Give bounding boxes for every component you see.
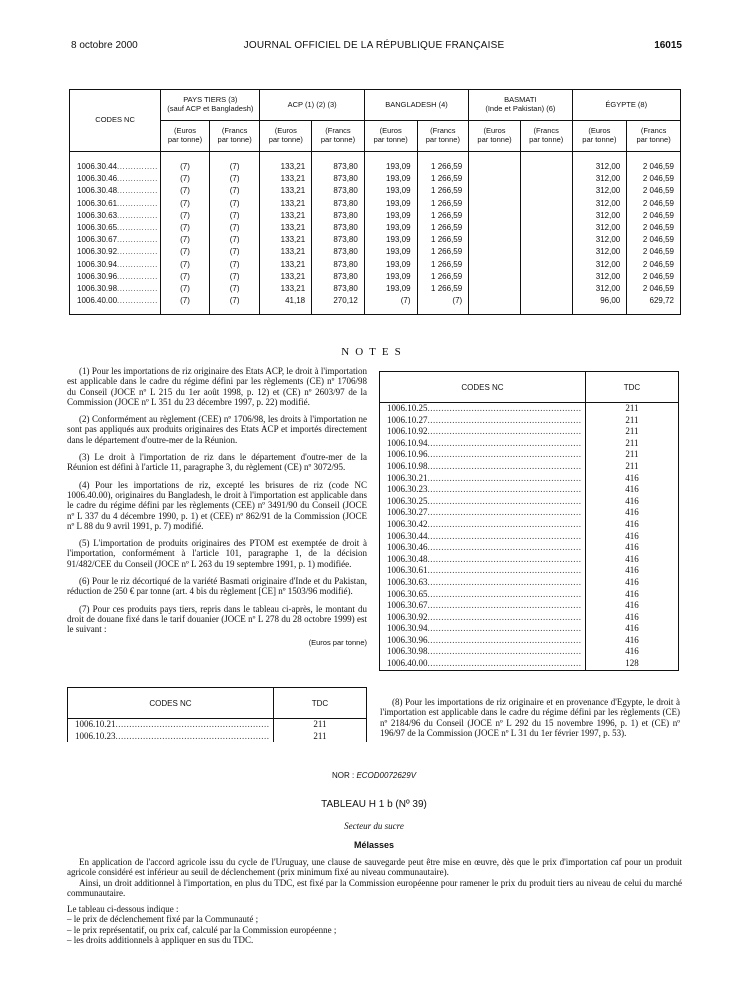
value-cell: [469, 185, 520, 197]
value-cell: 873,80: [333, 174, 358, 184]
tdc-cell: 416: [585, 531, 678, 543]
secteur-heading: Secteur du sucre: [344, 821, 404, 831]
value-cell: [521, 222, 572, 234]
value-cell: 193,09: [386, 259, 411, 269]
code-cell: 1006.30.94...............: [77, 259, 158, 269]
bottom-text: [67, 857, 682, 945]
tdc-header: TDC: [585, 372, 678, 403]
value-cell: 1 266,59: [431, 235, 463, 245]
page-number: 16015: [654, 40, 682, 51]
value-cell: 1 266,59: [431, 222, 463, 232]
note-6: (6) Pour le riz décortiqué de la variété Basmati originaire d'Inde et du Pakistan, réduction de 250 € par tonne (art. 4 bis du règlement [CE] nº 1503/96 modifié).: [67, 576, 367, 597]
tdc-cell: 416: [585, 577, 678, 589]
value-cell: 133,21: [280, 259, 306, 269]
value-cell: (7): [229, 198, 240, 208]
nor-label: NOR :: [331, 771, 355, 780]
value-cell: 193,09: [386, 247, 411, 257]
value-cell: 2 046,59: [642, 210, 674, 220]
value-cell: (7): [180, 283, 190, 293]
note-5: (5) L'importation de produits originaires des PTOM est exemptée de droit à l'importation, conformément à l'article 101, paragraphe 1, de la décision 91/482/CEE du Conseil (JOCE nº L 263 du 19 septembre 1991, p. 1) modifiée.: [67, 538, 367, 569]
value-cell: 133,21: [280, 198, 306, 208]
tdc-table-small: [67, 687, 367, 742]
value-cell: 1 266,59: [431, 162, 463, 171]
note-3: (3) Le droit à l'importation de riz dans le département d'outre-mer de la Réunion est défini à l'article 11, paragraphe 3, du règlement (CE) nº 3072/95.: [67, 452, 367, 473]
value-cell: 193,09: [386, 222, 411, 232]
value-cell: 133,21: [280, 162, 306, 171]
value-cell: 312,00: [595, 186, 621, 196]
group-header-bangladesh: BANGLADESH (4): [364, 90, 468, 121]
table-row: [380, 484, 679, 496]
value-cell: [521, 283, 572, 295]
table-row: [380, 403, 679, 415]
tdc-cell: 416: [585, 600, 678, 612]
code-cell: 1006.10.23........................................................: [68, 731, 274, 743]
value-cell: 312,00: [595, 271, 621, 281]
value-cell: (7): [180, 186, 190, 196]
tdc-cell: 211: [585, 438, 678, 450]
page-header: [0, 40, 748, 56]
value-cell: 133,21: [280, 174, 306, 184]
value-cell: (7): [229, 283, 240, 293]
tdc-cell: 416: [585, 623, 678, 635]
value-cell: 312,00: [595, 222, 621, 232]
code-cell: 1006.30.65...............: [77, 222, 158, 232]
code-cell: 1006.30.44...............: [77, 162, 158, 171]
table-row: [380, 473, 679, 485]
subheader-euros: (Euros par tonne): [469, 121, 521, 152]
tdc-header: TDC: [273, 688, 366, 719]
nor-value: ECOD0072629V: [356, 771, 417, 780]
value-cell: [521, 259, 572, 271]
notes-title: NOTES: [341, 346, 407, 358]
value-cell: (7): [180, 174, 190, 184]
note-1: (1) Pour les importations de riz originaire des Etats ACP, le droit à l'importation est applicable dans le cadre du régime défini par les règlements (CE) nº 1706/98 du Conseil (JOCE nº L 215 du 1er août 1998, p. 12) et (CE) nº 2603/97 de la Commission (JOCE nº L 351 du 23 décembre 1997, p. 22) modifié.: [67, 366, 367, 407]
subheader-francs: (Francs par tonne): [417, 121, 469, 152]
code-cell: 1006.30.98...............: [77, 283, 158, 293]
value-cell: 873,80: [333, 235, 358, 245]
code-cell: 1006.30.44........................................................: [380, 531, 586, 543]
value-cell: 312,00: [595, 259, 621, 269]
table-row: [380, 449, 679, 461]
code-cell: 1006.30.61........................................................: [380, 565, 586, 577]
value-cell: 629,72: [649, 296, 674, 306]
code-cell: 1006.10.92........................................................: [380, 426, 586, 438]
tdc-cell: 416: [585, 519, 678, 531]
value-cell: 193,09: [386, 198, 411, 208]
code-cell: 1006.30.63........................................................: [380, 577, 586, 589]
value-cell: 133,21: [280, 186, 306, 196]
melasses-heading: Mélasses: [353, 840, 395, 850]
code-cell: 1006.30.92...............: [77, 247, 158, 257]
tdc-cell: 416: [585, 507, 678, 519]
value-cell: 312,00: [595, 247, 621, 257]
subheader-euros: (Euros par tonne): [260, 121, 312, 152]
table-row: [380, 554, 679, 566]
value-cell: [521, 295, 572, 307]
value-cell: [469, 222, 520, 234]
code-cell: 1006.30.21........................................................: [380, 473, 586, 485]
tdc-cell: 128: [585, 658, 678, 670]
tableau-title: TABLEAU H 1 b (Nº 39): [321, 799, 427, 810]
value-cell: (7): [180, 296, 190, 306]
indicator-list: [67, 904, 682, 945]
tdc-cell: 416: [585, 646, 678, 658]
value-cell: (7): [400, 296, 411, 306]
value-cell: 193,09: [386, 162, 411, 171]
value-cell: 193,09: [386, 174, 411, 184]
value-cell: 1 266,59: [431, 259, 463, 269]
subheader-euros: (Euros par tonne): [572, 121, 627, 152]
group-header-acp: ACP (1) (2) (3): [260, 90, 364, 121]
value-cell: 2 046,59: [642, 198, 674, 208]
code-cell: 1006.30.96........................................................: [380, 635, 586, 647]
value-column: [161, 152, 210, 315]
codes-nc-header: CODES NC: [70, 90, 161, 152]
value-cell: 193,09: [386, 235, 411, 245]
table-row: [380, 496, 679, 508]
value-cell: 873,80: [333, 247, 358, 257]
value-column: [627, 152, 681, 315]
notes-left-column: [67, 366, 367, 648]
tdc-cell: 416: [585, 612, 678, 624]
tdc-cell: 416: [585, 484, 678, 496]
value-cell: [521, 161, 572, 173]
value-column: [469, 152, 521, 315]
code-cell: 1006.30.25........................................................: [380, 496, 586, 508]
group-header-basmati: BASMATI (Inde et Pakistan) (6): [469, 90, 572, 121]
value-cell: 873,80: [333, 210, 358, 220]
value-cell: (7): [180, 259, 190, 269]
table-row: [380, 658, 679, 670]
header-date: 8 octobre 2000: [71, 40, 138, 51]
value-cell: [469, 210, 520, 222]
code-cell: 1006.40.00...............: [77, 296, 158, 306]
value-cell: 96,00: [600, 296, 621, 306]
table-row: [380, 531, 679, 543]
value-cell: (7): [180, 162, 190, 171]
code-cell: 1006.10.94........................................................: [380, 438, 586, 450]
nor-reference: [0, 771, 748, 780]
note-8: (8) Pour les importations de riz originaire et en provenance d'Egypte, le droit à l'importation est applicable dans le cadre du régime défini par les règlements (CE) nº 2184/96 du Conseil (JOCE nº L 292 du 15 novembre 1996, p. 1) et (CE) nº 196/97 de la Commission (JOCE nº L 31 du 1er février 1997, p. 53).: [380, 697, 680, 738]
value-cell: 873,80: [333, 259, 358, 269]
table-row: [380, 577, 679, 589]
tdc-cell: 416: [585, 589, 678, 601]
code-cell: 1006.30.63...............: [77, 210, 158, 220]
subheader-francs: (Francs par tonne): [520, 121, 572, 152]
group-header-egypte: ÉGYPTE (8): [572, 90, 680, 121]
table-row: [380, 600, 679, 612]
value-cell: (7): [180, 271, 190, 281]
paragraph: En application de l'accord agricole issu du cycle de l'Uruguay, une clause de sauvegarde peut être mise en œuvre, dès que le prix d'importation caf pour un produit agricole considéré est inférieur au seuil de déclenchement (prix minimum fixé au niveau communautaire).: [67, 857, 682, 878]
value-cell: [469, 295, 520, 307]
value-cell: 1 266,59: [431, 186, 463, 196]
table-row: [380, 589, 679, 601]
note-7: (7) Pour ces produits pays tiers, repris dans le tableau ci-après, le montant du droit de douane fixé dans le tarif douanier (JOCE nº L 278 du 28 octobre 1999) est le suivant :: [67, 603, 367, 635]
tdc-cell: 416: [585, 496, 678, 508]
value-cell: (7): [180, 222, 190, 232]
subheader-euros: (Euros par tonne): [364, 121, 417, 152]
tdc-table-right-wrap: [379, 371, 679, 671]
value-cell: 312,00: [595, 174, 621, 184]
value-cell: (7): [229, 259, 240, 269]
value-cell: (7): [229, 235, 240, 245]
journal-title: JOURNAL OFFICIEL DE LA RÉPUBLIQUE FRANÇAISE: [243, 40, 505, 51]
value-cell: 1 266,59: [431, 271, 463, 281]
tdc-cell: 211: [273, 719, 366, 731]
value-cell: [521, 185, 572, 197]
value-cell: 2 046,59: [642, 283, 674, 293]
tdc-cell: 211: [585, 461, 678, 473]
code-cell: 1006.30.92........................................................: [380, 612, 586, 624]
value-cell: 2 046,59: [642, 222, 674, 232]
value-cell: 133,21: [280, 247, 306, 257]
group-header-pays-tiers: PAYS TIERS (3) (sauf ACP et Bangladesh): [161, 90, 260, 121]
value-cell: 133,21: [280, 271, 306, 281]
value-cell: 1 266,59: [431, 174, 463, 184]
table-row: [380, 646, 679, 658]
value-cell: 41,18: [285, 296, 306, 306]
code-cell: 1006.30.67...............: [77, 235, 158, 245]
value-cell: [521, 234, 572, 246]
value-cell: 312,00: [595, 283, 621, 293]
value-cell: (7): [452, 296, 463, 306]
paragraph: Ainsi, un droit additionnel à l'importation, en plus du TDC, est fixé par la Commission européenne pour ramener le prix du produit tiers au niveau de celui du marché communautaire.: [67, 877, 682, 898]
list-item: – le prix de déclenchement fixé par la Communauté ;: [67, 914, 259, 925]
value-cell: 873,80: [333, 198, 358, 208]
value-cell: [469, 198, 520, 210]
value-cell: 873,80: [333, 283, 358, 293]
table-row: [380, 612, 679, 624]
list-item: – le prix représentatif, ou prix caf, calculé par la Commission européenne ;: [67, 924, 337, 935]
table-row: [380, 461, 679, 473]
value-cell: [521, 210, 572, 222]
tdc-cell: 416: [585, 542, 678, 554]
code-cell: 1006.30.65........................................................: [380, 589, 586, 601]
subheader-francs: (Francs par tonne): [209, 121, 260, 152]
value-cell: 873,80: [333, 222, 358, 232]
table-row: [380, 438, 679, 450]
code-cell: 1006.10.27........................................................: [380, 415, 586, 427]
value-cell: 312,00: [595, 198, 621, 208]
subheader-francs: (Francs par tonne): [627, 121, 681, 152]
code-cell: 1006.10.21........................................................: [68, 719, 274, 731]
value-cell: (7): [229, 162, 240, 171]
tdc-cell: 211: [585, 415, 678, 427]
code-cell: 1006.30.96...............: [77, 271, 158, 281]
value-column: [312, 152, 365, 315]
note-2: (2) Conformément au règlement (CEE) nº 1706/98, les droits à l'importation ne sont pas appliqués aux produits originaires des Etats ACP et importés directement dans le département d'outre-mer de la Réunion.: [67, 414, 367, 445]
table-row: [380, 542, 679, 554]
rice-duty-table: [69, 89, 681, 315]
tdc-cell: 416: [585, 554, 678, 566]
table-row: [380, 507, 679, 519]
value-cell: [521, 198, 572, 210]
value-cell: 2 046,59: [642, 174, 674, 184]
value-cell: (7): [229, 247, 240, 257]
subheader-euros: (Euros par tonne): [161, 121, 210, 152]
value-cell: (7): [229, 210, 240, 220]
value-cell: 133,21: [280, 283, 306, 293]
value-cell: [469, 271, 520, 283]
tdc-cell: 416: [585, 635, 678, 647]
value-cell: 873,80: [333, 162, 358, 171]
value-cell: [469, 161, 520, 173]
value-cell: (7): [180, 210, 190, 220]
subheader-francs: (Francs par tonne): [312, 121, 365, 152]
value-cell: 133,21: [280, 210, 306, 220]
note-4: (4) Pour les importations de riz, excepté les brisures de riz (code NC 1006.40.00), originaires du Bangladesh, le droit à l'importation est applicable dans le cadre du régime défini par les règlements (CEE) nº 3491/90 du Conseil (JOCE nº L 337 du 4 décembre 1990, p. 1) et (CEE) nº 862/91 de la Commission (JOCE nº L 88 du 9 avril 1991, p. 7) modifié.: [67, 479, 367, 531]
value-cell: 2 046,59: [642, 271, 674, 281]
value-cell: 312,00: [595, 162, 621, 171]
tdc-cell: 211: [585, 403, 678, 415]
table-row: [68, 719, 367, 731]
value-column: [364, 152, 417, 315]
codes-column: [70, 152, 161, 315]
code-cell: 1006.30.48........................................................: [380, 554, 586, 566]
value-cell: 1 266,59: [431, 198, 463, 208]
value-cell: [469, 259, 520, 271]
value-column: [572, 152, 627, 315]
codes-nc-header: CODES NC: [68, 688, 274, 719]
list-item: – les droits additionnels à appliquer en sus du TDC.: [67, 935, 254, 946]
table-row: [68, 731, 367, 743]
value-cell: (7): [229, 296, 240, 306]
code-cell: 1006.30.46...............: [77, 174, 158, 184]
value-cell: 2 046,59: [642, 247, 674, 257]
value-cell: (7): [229, 174, 240, 184]
table-row: [380, 415, 679, 427]
value-cell: 193,09: [386, 271, 411, 281]
value-cell: 2 046,59: [642, 186, 674, 196]
tdc-cell: 416: [585, 565, 678, 577]
value-cell: (7): [229, 222, 240, 232]
code-cell: 1006.40.00........................................................: [380, 658, 586, 670]
value-cell: (7): [180, 198, 190, 208]
codes-nc-header: CODES NC: [380, 372, 586, 403]
tdc-table-right: [379, 371, 679, 671]
value-column: [209, 152, 260, 315]
value-cell: 312,00: [595, 235, 621, 245]
value-cell: [521, 246, 572, 258]
value-cell: 1 266,59: [431, 210, 463, 220]
code-cell: 1006.30.42........................................................: [380, 519, 586, 531]
value-cell: [469, 234, 520, 246]
value-cell: 193,09: [386, 210, 411, 220]
value-cell: 1 266,59: [431, 283, 463, 293]
value-cell: 873,80: [333, 271, 358, 281]
value-cell: 270,12: [333, 296, 358, 306]
value-cell: (7): [180, 247, 190, 257]
value-column: [520, 152, 572, 315]
code-cell: 1006.10.96........................................................: [380, 449, 586, 461]
code-cell: 1006.30.98........................................................: [380, 646, 586, 658]
value-cell: 2 046,59: [642, 235, 674, 245]
table-row: [380, 426, 679, 438]
value-cell: 2 046,59: [642, 162, 674, 171]
code-cell: 1006.30.48...............: [77, 186, 158, 196]
tdc-cell: 211: [585, 449, 678, 461]
tdc-table-small-wrap: [67, 687, 367, 742]
value-cell: 133,21: [280, 235, 306, 245]
table-row: [380, 565, 679, 577]
table-row: [380, 519, 679, 531]
value-cell: [469, 283, 520, 295]
value-cell: (7): [229, 186, 240, 196]
value-cell: [521, 173, 572, 185]
value-cell: 133,21: [280, 222, 306, 232]
code-cell: 1006.30.61...............: [77, 198, 158, 208]
code-cell: 1006.30.67........................................................: [380, 600, 586, 612]
value-cell: 1 266,59: [431, 247, 463, 257]
value-cell: 193,09: [386, 283, 411, 293]
table-row: [380, 635, 679, 647]
value-cell: (7): [229, 271, 240, 281]
value-cell: 2 046,59: [642, 259, 674, 269]
code-cell: 1006.30.27........................................................: [380, 507, 586, 519]
tdc-cell: 211: [273, 731, 366, 743]
value-cell: [469, 173, 520, 185]
value-cell: [469, 246, 520, 258]
value-cell: [521, 271, 572, 283]
code-cell: 1006.10.25........................................................: [380, 403, 586, 415]
code-cell: 1006.30.23........................................................: [380, 484, 586, 496]
code-cell: 1006.30.94........................................................: [380, 623, 586, 635]
value-cell: (7): [180, 235, 190, 245]
table-row: [380, 623, 679, 635]
value-column: [417, 152, 469, 315]
code-cell: 1006.10.98........................................................: [380, 461, 586, 473]
tdc-cell: 211: [585, 426, 678, 438]
code-cell: 1006.30.46........................................................: [380, 542, 586, 554]
value-column: [260, 152, 312, 315]
value-cell: 873,80: [333, 186, 358, 196]
value-cell: 193,09: [386, 186, 411, 196]
unit-label: (Euros par tonne): [308, 637, 367, 647]
value-cell: 312,00: [595, 210, 621, 220]
list-intro: Le tableau ci-dessous indique :: [67, 904, 179, 915]
tdc-cell: 416: [585, 473, 678, 485]
